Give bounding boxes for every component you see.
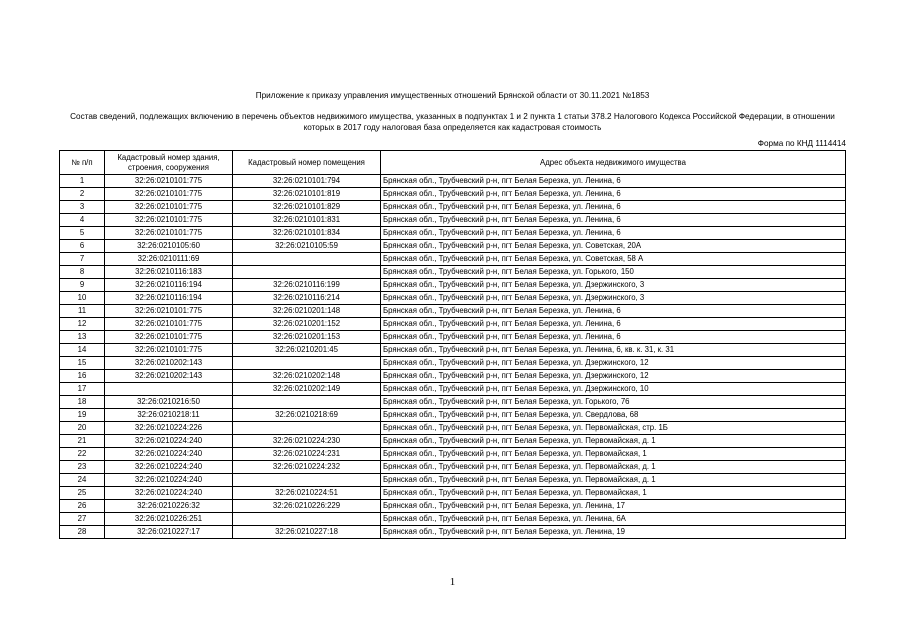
premises-cadastral-number — [233, 266, 381, 279]
building-cadastral-number: 32:26:0210224:240 — [105, 435, 233, 448]
row-number: 19 — [60, 409, 105, 422]
premises-cadastral-number: 32:26:0210201:153 — [233, 331, 381, 344]
table-row — [60, 487, 846, 500]
table-row — [60, 461, 846, 474]
address: Брянская обл., Трубчевский р-н, пгт Белая Березка, ул. Ленина, 6 — [381, 318, 846, 331]
premises-cadastral-number: 32:26:0210116:199 — [233, 279, 381, 292]
row-number: 18 — [60, 396, 105, 409]
property-registry-table — [59, 150, 846, 539]
row-number: 24 — [60, 474, 105, 487]
premises-cadastral-number — [233, 513, 381, 526]
premises-cadastral-number: 32:26:0210202:148 — [233, 370, 381, 383]
row-number: 12 — [60, 318, 105, 331]
table-header-row — [60, 151, 846, 175]
table-body — [60, 175, 846, 539]
premises-cadastral-number: 32:26:0210101:819 — [233, 188, 381, 201]
building-cadastral-number: 32:26:0210224:226 — [105, 422, 233, 435]
table-row — [60, 396, 846, 409]
premises-cadastral-number: 32:26:0210101:794 — [233, 175, 381, 188]
table-row — [60, 344, 846, 357]
row-number: 21 — [60, 435, 105, 448]
table-row — [60, 188, 846, 201]
address: Брянская обл., Трубчевский р-н, пгт Белая Березка, ул. Горького, 150 — [381, 266, 846, 279]
premises-cadastral-number — [233, 422, 381, 435]
row-number: 5 — [60, 227, 105, 240]
header-premises-cadastral: Кадастровый номер помещения — [233, 151, 381, 175]
premises-cadastral-number: 32:26:0210226:229 — [233, 500, 381, 513]
premises-cadastral-number: 32:26:0210101:831 — [233, 214, 381, 227]
premises-cadastral-number: 32:26:0210224:232 — [233, 461, 381, 474]
address: Брянская обл., Трубчевский р-н, пгт Белая Березка, ул. Горького, 76 — [381, 396, 846, 409]
address: Брянская обл., Трубчевский р-н, пгт Белая Березка, ул. Советская, 58 А — [381, 253, 846, 266]
row-number: 23 — [60, 461, 105, 474]
form-code: Форма по КНД 1114414 — [757, 139, 846, 148]
building-cadastral-number: 32:26:0210202:143 — [105, 370, 233, 383]
building-cadastral-number: 32:26:0210101:775 — [105, 331, 233, 344]
building-cadastral-number — [105, 383, 233, 396]
row-number: 3 — [60, 201, 105, 214]
row-number: 6 — [60, 240, 105, 253]
building-cadastral-number: 32:26:0210101:775 — [105, 227, 233, 240]
building-cadastral-number: 32:26:0210216:50 — [105, 396, 233, 409]
table-row — [60, 526, 846, 539]
row-number: 13 — [60, 331, 105, 344]
table-row — [60, 240, 846, 253]
premises-cadastral-number — [233, 474, 381, 487]
address: Брянская обл., Трубчевский р-н, пгт Белая Березка, ул. Ленина, 6 — [381, 227, 846, 240]
address: Брянская обл., Трубчевский р-н, пгт Белая Березка, ул. Ленина, 19 — [381, 526, 846, 539]
building-cadastral-number: 32:26:0210227:17 — [105, 526, 233, 539]
address: Брянская обл., Трубчевский р-н, пгт Белая Березка, ул. Первомайская, д. 1 — [381, 474, 846, 487]
document-heading: Приложение к приказу управления имущественных отношений Брянской области от 30.11.2021 №1853 — [255, 91, 650, 100]
premises-cadastral-number: 32:26:0210116:214 — [233, 292, 381, 305]
table-row — [60, 370, 846, 383]
building-cadastral-number: 32:26:0210226:32 — [105, 500, 233, 513]
premises-cadastral-number: 32:26:0210201:45 — [233, 344, 381, 357]
building-cadastral-number: 32:26:0210218:11 — [105, 409, 233, 422]
address: Брянская обл., Трубчевский р-н, пгт Белая Березка, ул. Дзержинского, 3 — [381, 292, 846, 305]
row-number: 15 — [60, 357, 105, 370]
premises-cadastral-number: 32:26:0210224:51 — [233, 487, 381, 500]
building-cadastral-number: 32:26:0210224:240 — [105, 487, 233, 500]
table-row — [60, 201, 846, 214]
premises-cadastral-number: 32:26:0210101:829 — [233, 201, 381, 214]
row-number: 16 — [60, 370, 105, 383]
address: Брянская обл., Трубчевский р-н, пгт Белая Березка, ул. Ленина, 6, кв. к. 31, к. 31 — [381, 344, 846, 357]
table-row — [60, 474, 846, 487]
address: Брянская обл., Трубчевский р-н, пгт Белая Березка, ул. Ленина, 6 — [381, 305, 846, 318]
row-number: 20 — [60, 422, 105, 435]
building-cadastral-number: 32:26:0210224:240 — [105, 461, 233, 474]
header-address: Адрес объекта недвижимого имущества — [381, 151, 846, 175]
premises-cadastral-number: 32:26:0210224:231 — [233, 448, 381, 461]
premises-cadastral-number: 32:26:0210101:834 — [233, 227, 381, 240]
row-number: 11 — [60, 305, 105, 318]
address: Брянская обл., Трубчевский р-н, пгт Белая Березка, ул. Дзержинского, 10 — [381, 383, 846, 396]
address: Брянская обл., Трубчевский р-н, пгт Белая Березка, ул. Ленина, 6 — [381, 331, 846, 344]
building-cadastral-number: 32:26:0210101:775 — [105, 201, 233, 214]
building-cadastral-number: 32:26:0210101:775 — [105, 175, 233, 188]
row-number: 1 — [60, 175, 105, 188]
table-row — [60, 175, 846, 188]
row-number: 7 — [60, 253, 105, 266]
building-cadastral-number: 32:26:0210226:251 — [105, 513, 233, 526]
address: Брянская обл., Трубчевский р-н, пгт Белая Березка, ул. Ленина, 6 — [381, 188, 846, 201]
address: Брянская обл., Трубчевский р-н, пгт Белая Березка, ул. Первомайская, 1 — [381, 487, 846, 500]
row-number: 9 — [60, 279, 105, 292]
address: Брянская обл., Трубчевский р-н, пгт Белая Березка, ул. Свердлова, 68 — [381, 409, 846, 422]
address: Брянская обл., Трубчевский р-н, пгт Белая Березка, ул. Дзержинского, 12 — [381, 357, 846, 370]
address: Брянская обл., Трубчевский р-н, пгт Белая Березка, ул. Первомайская, д. 1 — [381, 435, 846, 448]
building-cadastral-number: 32:26:0210101:775 — [105, 305, 233, 318]
premises-cadastral-number: 32:26:0210218:69 — [233, 409, 381, 422]
table-row — [60, 214, 846, 227]
premises-cadastral-number: 32:26:0210201:148 — [233, 305, 381, 318]
header-building-cadastral: Кадастровый номер здания, строения, сооружения — [105, 151, 233, 175]
address: Брянская обл., Трубчевский р-н, пгт Белая Березка, ул. Советская, 20А — [381, 240, 846, 253]
premises-cadastral-number: 32:26:0210202:149 — [233, 383, 381, 396]
premises-cadastral-number — [233, 357, 381, 370]
premises-cadastral-number — [233, 396, 381, 409]
address: Брянская обл., Трубчевский р-н, пгт Белая Березка, ул. Дзержинского, 12 — [381, 370, 846, 383]
building-cadastral-number: 32:26:0210202:143 — [105, 357, 233, 370]
premises-cadastral-number: 32:26:0210105:59 — [233, 240, 381, 253]
table-row — [60, 253, 846, 266]
table-row — [60, 513, 846, 526]
address: Брянская обл., Трубчевский р-н, пгт Белая Березка, ул. Ленина, 6 — [381, 175, 846, 188]
building-cadastral-number: 32:26:0210224:240 — [105, 448, 233, 461]
table-row — [60, 422, 846, 435]
table-row — [60, 305, 846, 318]
building-cadastral-number: 32:26:0210224:240 — [105, 474, 233, 487]
row-number: 27 — [60, 513, 105, 526]
table-row — [60, 318, 846, 331]
page-number: 1 — [449, 576, 456, 588]
row-number: 4 — [60, 214, 105, 227]
building-cadastral-number: 32:26:0210101:775 — [105, 318, 233, 331]
address: Брянская обл., Трубчевский р-н, пгт Белая Березка, ул. Ленина, 6А — [381, 513, 846, 526]
address: Брянская обл., Трубчевский р-н, пгт Белая Березка, ул. Ленина, 6 — [381, 201, 846, 214]
building-cadastral-number: 32:26:0210101:775 — [105, 214, 233, 227]
premises-cadastral-number: 32:26:0210201:152 — [233, 318, 381, 331]
building-cadastral-number: 32:26:0210101:775 — [105, 344, 233, 357]
row-number: 26 — [60, 500, 105, 513]
building-cadastral-number: 32:26:0210116:194 — [105, 279, 233, 292]
table-row — [60, 292, 846, 305]
premises-cadastral-number: 32:26:0210227:18 — [233, 526, 381, 539]
address: Брянская обл., Трубчевский р-н, пгт Белая Березка, ул. Ленина, 6 — [381, 214, 846, 227]
address: Брянская обл., Трубчевский р-н, пгт Белая Березка, ул. Первомайская, стр. 1Б — [381, 422, 846, 435]
building-cadastral-number: 32:26:0210111:69 — [105, 253, 233, 266]
table-row — [60, 357, 846, 370]
table-row — [60, 500, 846, 513]
table-row — [60, 383, 846, 396]
table-row — [60, 279, 846, 292]
row-number: 10 — [60, 292, 105, 305]
row-number: 28 — [60, 526, 105, 539]
document-subheading: Состав сведений, подлежащих включению в перечень объектов недвижимого имущества, указанных в подпунктах 1 и 2 пункта 1 статьи 378.2 Налогового Кодекса Российской Федерации, в отношении которых в 2017 году налоговая база определяется как кадастровая стоимость — [70, 112, 835, 132]
row-number: 22 — [60, 448, 105, 461]
row-number: 17 — [60, 383, 105, 396]
address: Брянская обл., Трубчевский р-н, пгт Белая Березка, ул. Первомайская, д. 1 — [381, 461, 846, 474]
building-cadastral-number: 32:26:0210116:194 — [105, 292, 233, 305]
row-number: 25 — [60, 487, 105, 500]
premises-cadastral-number: 32:26:0210224:230 — [233, 435, 381, 448]
table-row — [60, 435, 846, 448]
row-number: 14 — [60, 344, 105, 357]
table-row — [60, 448, 846, 461]
header-number: № п/п — [60, 151, 105, 175]
row-number: 8 — [60, 266, 105, 279]
address: Брянская обл., Трубчевский р-н, пгт Белая Березка, ул. Дзержинского, 3 — [381, 279, 846, 292]
table-row — [60, 266, 846, 279]
table-row — [60, 409, 846, 422]
building-cadastral-number: 32:26:0210105:60 — [105, 240, 233, 253]
premises-cadastral-number — [233, 253, 381, 266]
address: Брянская обл., Трубчевский р-н, пгт Белая Березка, ул. Ленина, 17 — [381, 500, 846, 513]
table-row — [60, 331, 846, 344]
building-cadastral-number: 32:26:0210101:775 — [105, 188, 233, 201]
address: Брянская обл., Трубчевский р-н, пгт Белая Березка, ул. Первомайская, 1 — [381, 448, 846, 461]
row-number: 2 — [60, 188, 105, 201]
table-row — [60, 227, 846, 240]
building-cadastral-number: 32:26:0210116:183 — [105, 266, 233, 279]
